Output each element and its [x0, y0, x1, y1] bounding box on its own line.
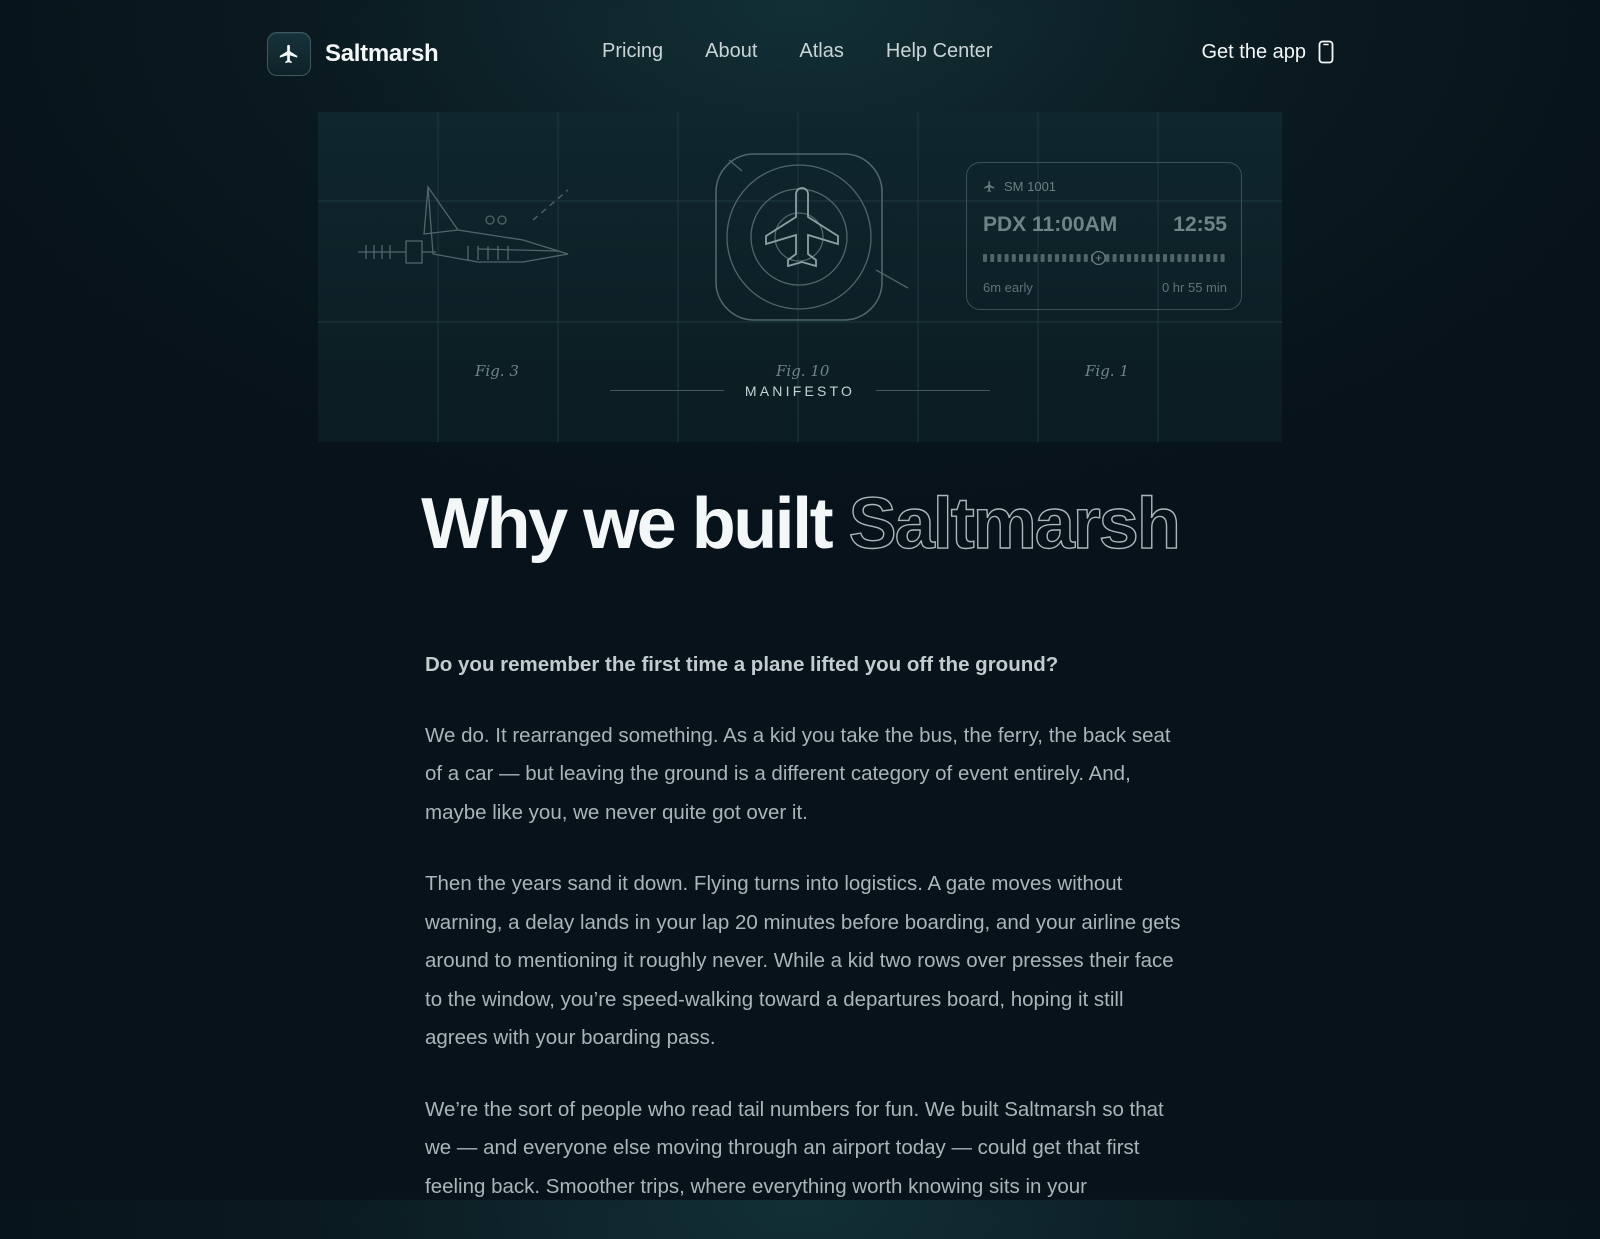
flight-number: SM 1001	[1004, 179, 1057, 194]
progress-segment	[1026, 254, 1030, 262]
departure-time: PDX 11:00AM	[983, 213, 1118, 236]
progress-segment	[1141, 254, 1145, 262]
get-the-app-label: Get the app	[1201, 40, 1306, 63]
progress-segment	[1199, 254, 1203, 262]
airplane-icon	[278, 43, 300, 65]
article-paragraph: We do. It rearranged something. As a kid you take the bus, the ferry, the back seat of a car — but leaving the ground is a different category of event entirely. And, maybe like you, we never quite got over it.	[425, 723, 1171, 824]
progress-segment	[1206, 254, 1210, 262]
article-paragraph: We’re the sort of people who read tail numbers for fun. We built Saltmarsh so that we — and everyone else moving through an airport today — could get that first feeling back. Smoother trips, where everything worth knowing sits in your	[425, 1097, 1164, 1198]
nav-link-about[interactable]: About	[705, 40, 758, 62]
progress-segment	[1005, 254, 1009, 262]
page-title-outlined: Saltmarsh	[848, 484, 1179, 564]
progress-segment	[1062, 254, 1066, 262]
figure-caption-1: Fig. 1	[1085, 362, 1129, 380]
progress-segment	[1069, 254, 1073, 262]
figure-caption-3: Fig. 3	[475, 362, 519, 380]
progress-segment	[1041, 254, 1045, 262]
progress-segment	[1055, 254, 1059, 262]
figure-caption-10: Fig. 10	[776, 362, 830, 380]
progress-segment	[1185, 254, 1189, 262]
manifesto-article	[425, 646, 1185, 1239]
progress-segment	[1221, 254, 1225, 262]
article-paragraph: Then the years sand it down. Flying turns into logistics. A gate moves without warning, a delay lands in your lap 20 minutes before boarding, and your airline gets around to mentioning it roughly never. While a kid two rows over presses their face to the window, you’re speed-walking toward a departures board, hoping it still agrees with your boarding pass.	[425, 872, 1181, 1049]
phone-icon	[1318, 40, 1334, 64]
top-nav	[0, 0, 1600, 108]
page-title-prefix: Why we built	[421, 484, 832, 564]
primary-nav	[602, 40, 1035, 63]
divider	[876, 390, 990, 391]
progress-segment	[1127, 254, 1131, 262]
progress-segment	[990, 254, 994, 262]
brand-name: Saltmarsh	[325, 40, 439, 67]
progress-segment	[1156, 254, 1160, 262]
jet-profile-drawing	[358, 187, 568, 263]
progress-segment	[1149, 254, 1153, 262]
airplane-icon	[983, 180, 996, 193]
brand-logo	[267, 32, 311, 76]
app-icon-drawing	[716, 154, 908, 320]
progress-segment	[1170, 254, 1174, 262]
nav-link-pricing[interactable]: Pricing	[602, 40, 664, 62]
progress-segment	[1033, 254, 1037, 262]
progress-segment	[1105, 254, 1109, 262]
manifesto-label: MANIFESTO	[744, 382, 856, 399]
brand-link[interactable]	[267, 32, 438, 76]
hero-illustration	[318, 112, 1282, 442]
progress-segment	[1048, 254, 1052, 262]
progress-segment	[1177, 254, 1181, 262]
flight-duration: 12:55	[1173, 213, 1227, 236]
flight-progress-track	[983, 251, 1229, 265]
progress-segment	[983, 254, 987, 262]
nav-link-help-center[interactable]: Help Center	[885, 40, 993, 62]
progress-segment	[1077, 254, 1081, 262]
on-time-status: 6m early	[983, 280, 1033, 295]
progress-segment	[1163, 254, 1167, 262]
article-lead: Do you remember the first time a plane lifted you off the ground?	[425, 653, 1059, 676]
flight-status-card	[966, 162, 1242, 310]
progress-segment	[1113, 254, 1117, 262]
progress-segment	[997, 254, 1001, 262]
page-title	[0, 482, 1600, 566]
manifesto-eyebrow	[318, 382, 1282, 400]
flight-number-row	[983, 179, 1056, 194]
progress-segment	[1134, 254, 1138, 262]
progress-segment	[1120, 254, 1124, 262]
progress-segment	[1084, 254, 1088, 262]
progress-segment	[1192, 254, 1196, 262]
get-the-app-button[interactable]	[1201, 40, 1334, 64]
progress-segment	[1019, 254, 1023, 262]
progress-segment	[1213, 254, 1217, 262]
progress-segment	[1012, 254, 1016, 262]
nav-link-atlas[interactable]: Atlas	[799, 40, 844, 62]
divider	[610, 390, 724, 391]
time-remaining: 0 hr 55 min	[1161, 280, 1227, 295]
